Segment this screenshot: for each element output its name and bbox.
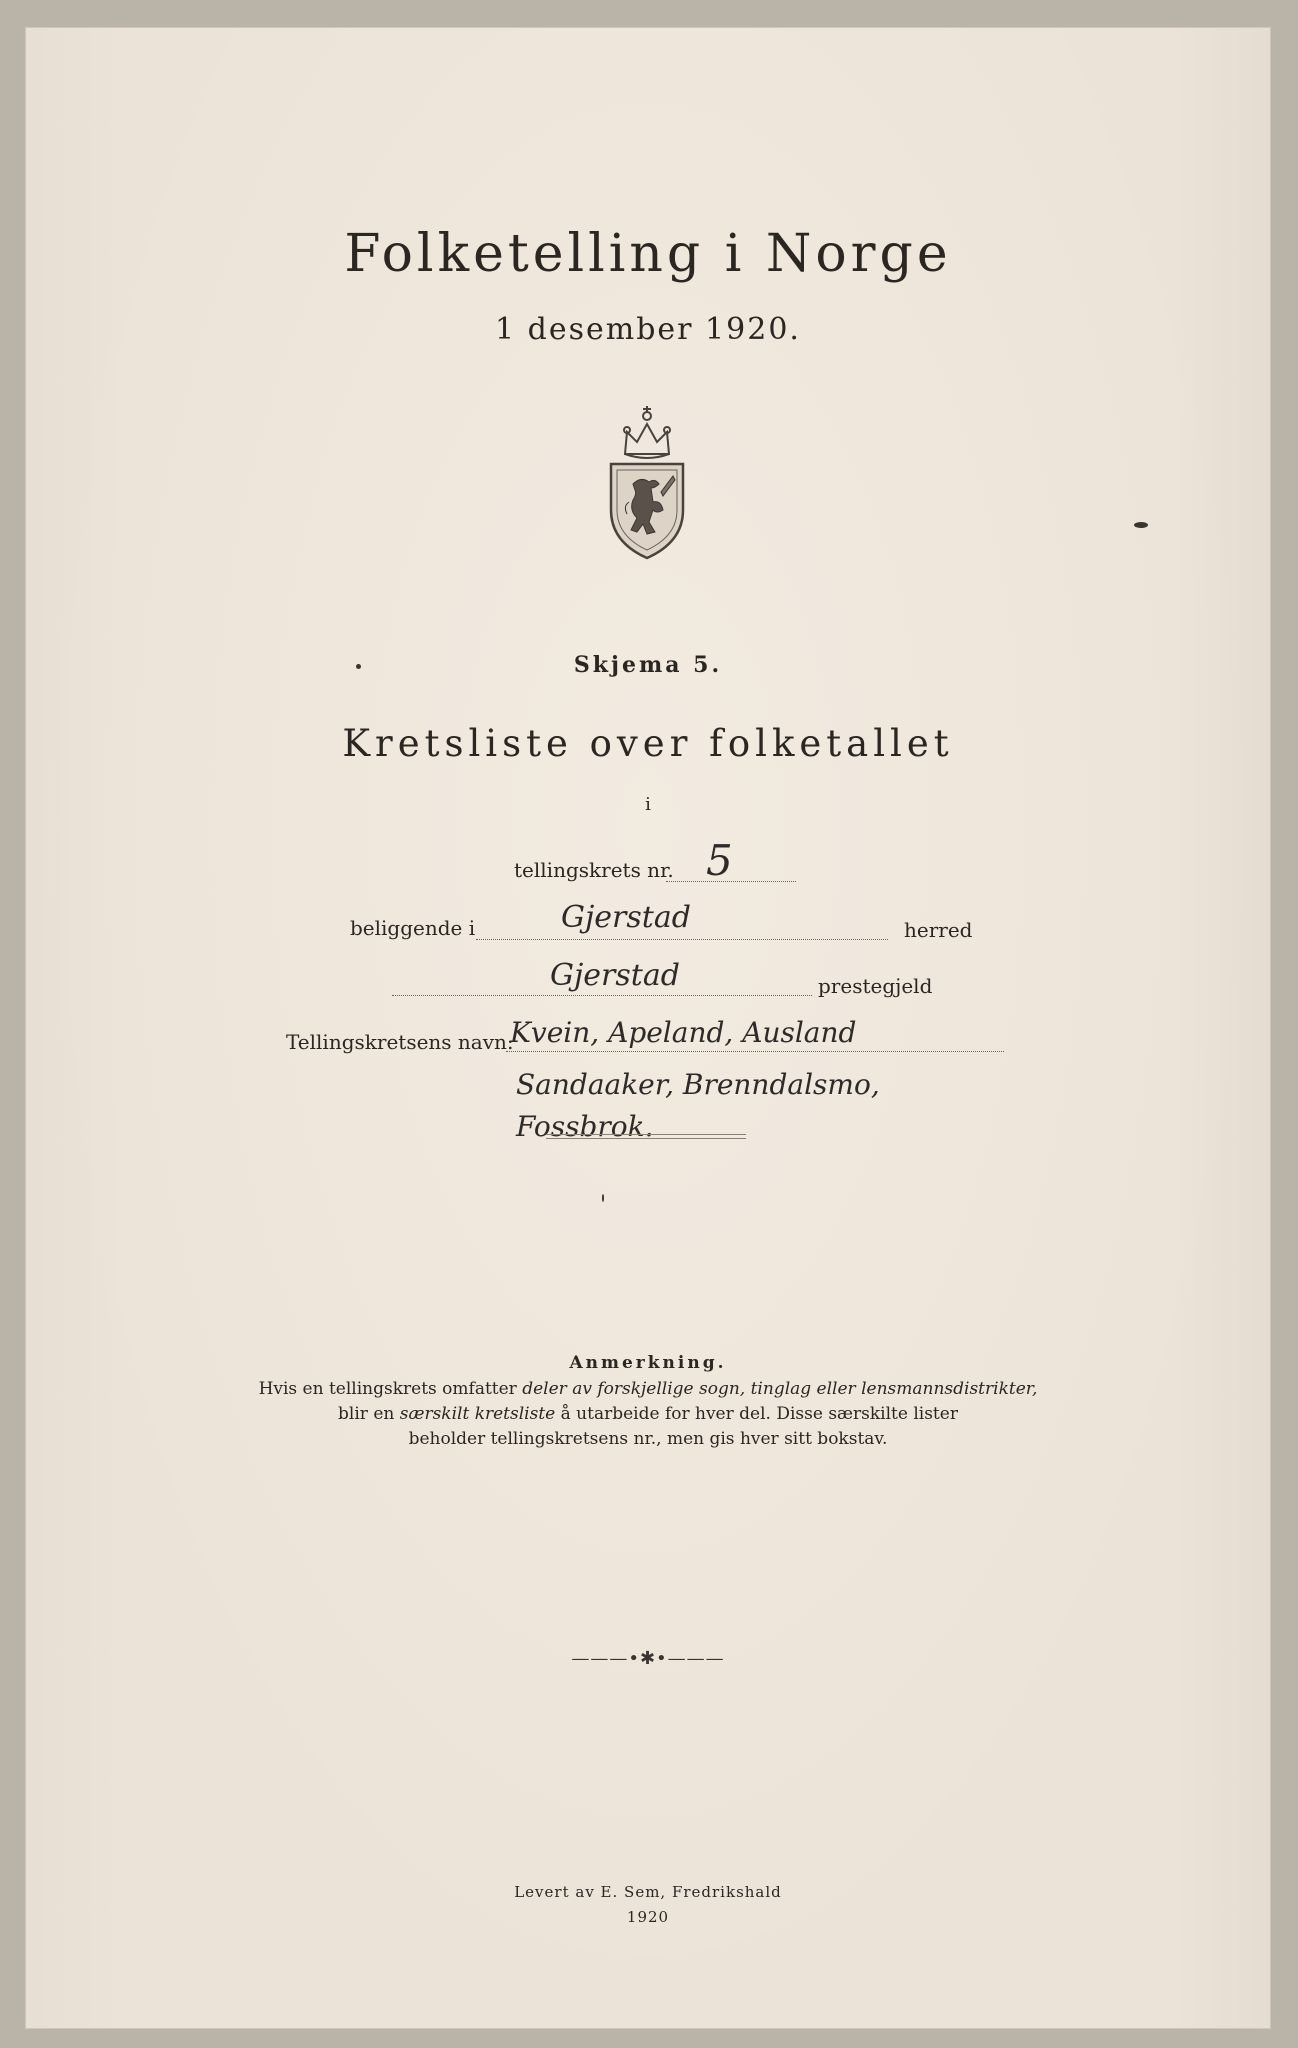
bleed-through-text (1076, 358, 1083, 383)
form-heading: Kretsliste over folketallet (342, 722, 954, 765)
census-form-page (26, 28, 1270, 2028)
herred-value: Gjerstad (561, 900, 691, 935)
page-title: Folketelling i Norge (344, 224, 952, 284)
navn-line-2: Sandaaker, Brenndalsmo, (516, 1068, 880, 1101)
tellingskrets-label: tellingskrets nr. (514, 858, 674, 882)
beliggende-label: beliggende i (350, 916, 476, 940)
note-line-2-italic: særskilt kretsliste (399, 1404, 556, 1424)
printer-line: Levert av E. Sem, Fredrikshald (514, 1883, 782, 1901)
note-line-2 (26, 1404, 1270, 1424)
prestegjeld-value: Gjerstad (550, 958, 680, 993)
connector-word: i (645, 794, 651, 815)
ink-speck (602, 1194, 604, 1202)
navn-line-3: Fossbrok. (516, 1110, 654, 1143)
ornament-divider: ———•✱•——— (571, 1648, 725, 1669)
note-heading: Anmerkning. (569, 1353, 727, 1373)
note-line-1-italic: deler av forskjellige sogn, tinglag eller lensmannsdistrikter, (522, 1379, 1038, 1399)
note-line-2-text-b: å utarbeide for hver del. Disse særskilte lister (555, 1404, 958, 1424)
census-date: 1 desember 1920. (495, 312, 801, 347)
printer-year: 1920 (626, 1908, 670, 1926)
navn-dotline (506, 1051, 1004, 1052)
divider-rule (546, 1138, 746, 1139)
tellingskrets-value: 5 (706, 836, 733, 885)
note-line-3: beholder tellingskretsens nr., men gis hver sitt bokstav. (408, 1429, 888, 1449)
note-line-2-text-a: blir en (338, 1404, 400, 1424)
navn-label: Tellingskretsens navn: (286, 1030, 514, 1054)
ink-speck (1134, 522, 1148, 528)
note-line-1 (26, 1379, 1270, 1399)
herred-label: herred (904, 918, 973, 942)
divider-rule (546, 1134, 746, 1135)
norway-coat-of-arms-icon (597, 402, 697, 562)
note-line-1-text: Hvis en tellingskrets omfatter (258, 1379, 523, 1399)
ink-speck (356, 664, 361, 669)
herred-dotline (476, 939, 888, 940)
prestegjeld-label: prestegjeld (818, 974, 933, 998)
navn-line-1: Kvein, Apeland, Ausland (510, 1016, 857, 1049)
prestegjeld-dotline (392, 995, 812, 996)
schema-number: Skjema 5. (573, 652, 723, 678)
